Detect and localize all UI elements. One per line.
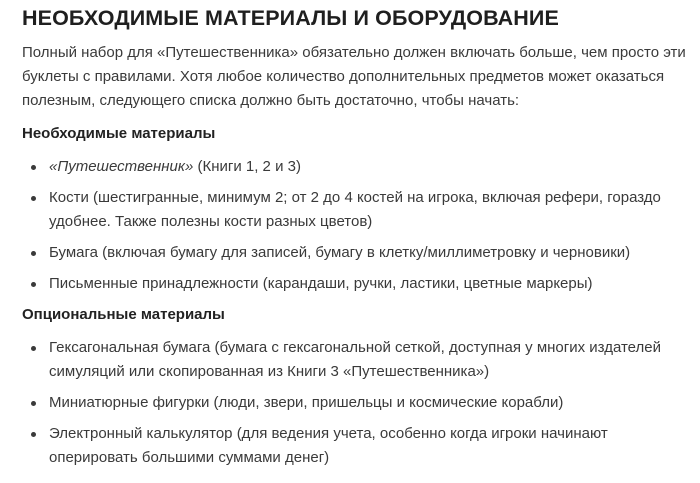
bullet-icon — [31, 196, 36, 201]
required-materials-list — [22, 155, 686, 296]
list-item — [22, 391, 686, 415]
list-item-text: Письменные принадлежности (карандаши, ручки, ластики, цветные маркеры) — [49, 275, 593, 292]
bullet-icon — [31, 401, 36, 406]
bullet-icon — [31, 346, 36, 351]
intro-paragraph: Полный набор для «Путешественника» обязательно должен включать больше, чем просто эти буклеты с правилами. Хотя любое количество дополнительных предметов может оказаться полезным, следующего списка должно быть достаточно, чтобы начать: — [22, 44, 686, 109]
bullet-icon — [31, 165, 36, 170]
list-item-text: Бумага (включая бумагу для записей, бумагу в клетку/миллиметровку и черновики) — [49, 244, 631, 261]
list-item — [22, 241, 686, 265]
list-item-text: Миниатюрные фигурки (люди, звери, пришельцы и космические корабли) — [49, 394, 564, 411]
list-item-text: (Книги 1, 2 и 3) — [193, 158, 301, 175]
section-heading-required: Необходимые материалы — [22, 125, 216, 142]
bullet-icon — [31, 282, 36, 287]
list-item-text: Кости (шестигранные, минимум 2; от 2 до 4 костей на игрока, включая рефери, гораздо удобнее. Также полезны кости разных цветов) — [49, 189, 661, 230]
list-item — [22, 422, 686, 470]
list-item — [22, 155, 686, 179]
optional-materials-list — [22, 336, 686, 470]
section-heading-optional: Опциональные материалы — [22, 306, 225, 323]
list-item — [22, 272, 686, 296]
list-item-text: Гексагональная бумага (бумага с гексагональной сеткой, доступная у многих издателей симуляций или скопированная из Книги 3 «Путешественника») — [49, 339, 662, 380]
page-title: НЕОБХОДИМЫЕ МАТЕРИАЛЫ И ОБОРУДОВАНИЕ — [22, 6, 559, 30]
book-title: «Путешественник» — [49, 158, 194, 175]
bullet-icon — [31, 251, 36, 256]
list-item — [22, 186, 686, 234]
bullet-icon — [31, 432, 36, 437]
list-item-text: Электронный калькулятор (для ведения учета, особенно когда игроки начинают оперировать большими суммами денег) — [49, 425, 608, 466]
list-item — [22, 336, 686, 384]
